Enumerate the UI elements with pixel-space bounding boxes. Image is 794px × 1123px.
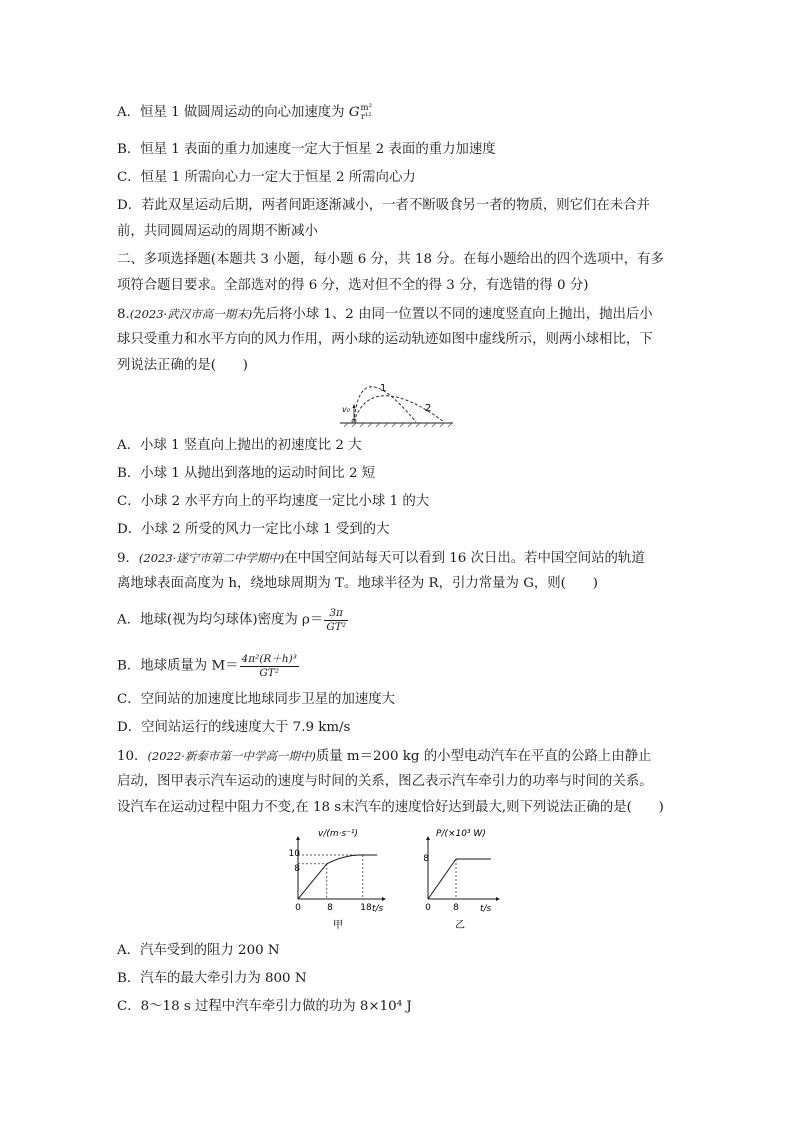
chart-yi-power (410, 826, 514, 932)
q9-number: 9． (117, 551, 139, 566)
q9-source: (2023·遂宁市第二中学期中) (138, 551, 285, 565)
q7-option-b: B．恒星 1 表面的重力加速度一定大于恒星 2 表面的重力加速度 (117, 142, 496, 157)
q9-option-c: C．空间站的加速度比地球同步卫星的加速度大 (117, 692, 396, 707)
chart-yi-title: 乙 (455, 920, 465, 931)
chart-jia-origin: 0 (295, 903, 301, 913)
chart-jia-title: 甲 (333, 920, 343, 931)
chart-jia-ytick-8: 8 (294, 864, 300, 874)
chart-jia-x-arrow (382, 897, 386, 901)
q9-option-a: A．地球(视为均匀球体)密度为 ρ＝ $\frac{3\pi}{\text{GT²}}$ (117, 607, 346, 633)
v0-arrowhead (353, 404, 356, 408)
chart-yi-xtick-8: 8 (453, 903, 459, 913)
section2-heading-line1: 二、多项选择题(本题共 3 小题，每小题 6 分，共 18 分。在每小题给出的四个选项中，有多 (117, 252, 664, 267)
q8-option-a: A．小球 1 竖直向上抛出的初速度比 2 大 (117, 438, 362, 453)
q10-option-c: C．8～18 s 过程中汽车牵引力做的功为 8×10⁴ J (117, 999, 412, 1014)
q7-option-d-line1: D．若此双星运动后期，两者间距逐渐减小，一者不断吸食另一者的物质，则它们在未合并 (117, 198, 650, 213)
q8-source: (2023·武汉市高一期末) (129, 307, 253, 321)
q9-stem-line1: 9．(2023·遂宁市第二中学期中)在中国空间站每天可以看到 16 次日出。若中国空间站的轨道 (117, 551, 645, 566)
q10-number: 10． (117, 749, 148, 764)
q9-option-d: D．空间站运行的线速度大于 7.9 km/s (117, 720, 351, 735)
q10-stem-line1: 10．(2022·新泰市第一中学高一期中)质量 m＝200 kg 的小型电动汽车在平直的公路上由静止 (117, 749, 652, 764)
chart-yi-origin: 0 (425, 903, 431, 913)
chart-jia-segment-linear (298, 864, 327, 899)
q9-b-fraction: $\frac{\text{4π²(R＋h)³}}{\text{GT²}}$ (241, 653, 297, 679)
q7-option-a: A．恒星 1 做圆周运动的向心加速度为 G m² r¹² (117, 103, 372, 122)
chart-yi-ytick-8: 8 (423, 854, 429, 864)
chart-yi-y-arrow (426, 836, 430, 840)
q8-option-d: D．小球 2 所受的风力一定比小球 1 受到的大 (117, 522, 390, 537)
chart-yi-ylabel: P/(×10³ W) (436, 829, 486, 839)
chart-jia-xtick-8: 8 (327, 903, 333, 913)
q8-option-b: B．小球 1 从抛出到落地的运动时间比 2 短 (117, 466, 376, 481)
chart-jia-xlabel: t/s (372, 904, 384, 914)
chart-jia-ytick-10: 10 (288, 849, 300, 859)
q9-option-b: B．地球质量为 M＝ $\frac{\text{4π²(R＋h)³}}{\text{GT²}}$ (117, 653, 297, 679)
ground-hatching (344, 423, 452, 427)
q8-number: 8. (117, 307, 130, 322)
chart-jia-segment-curve (327, 855, 363, 864)
chart-jia-ylabel: v/(m·s⁻¹) (318, 829, 359, 839)
q9-a-fraction: $\frac{3\pi}{\text{GT²}}$ (326, 607, 346, 633)
q7-option-c: C．恒星 1 所需向心力一定大于恒星 2 所需向心力 (117, 170, 416, 185)
chart-jia-velocity (282, 826, 394, 932)
label-ball-1: 1 (380, 383, 387, 394)
chart-jia-y-arrow (296, 836, 300, 840)
q8-stem-line2: 球只受重力和水平方向的风力作用，两小球的运动轨迹如图中虚线所示，则两小球相比，下 (117, 332, 653, 347)
section2-heading-line2: 项符合题目要求。全部选对的得 6 分，选对但不全的得 3 分，有选错的得 0 分) (117, 278, 589, 293)
q10-source: (2022·新泰市第一中学高一期中) (147, 749, 316, 763)
q7-a-g: G (348, 105, 360, 120)
label-ball-2: 2 (425, 403, 432, 414)
q10-option-b: B．汽车的最大牵引力为 800 N (117, 971, 307, 986)
chart-yi-xlabel: t/s (480, 904, 492, 914)
q7-option-d-line2: 前，共同圆周运动的周期不断减小 (117, 224, 318, 239)
q8-stem-line3: 列说法正确的是( ) (117, 358, 248, 373)
q8-option-c: C．小球 2 水平方向上的平均速度一定比小球 1 的大 (117, 494, 430, 509)
q8-trajectory-figure (336, 378, 456, 430)
chart-jia-xtick-18: 18 (360, 903, 372, 913)
q7-a-fraction: m² r¹² (360, 103, 372, 122)
q10-stem-line3: 设汽车在运动过程中阻力不变,在 18 s末汽车的速度恰好达到最大,则下列说法正确的是( ) (117, 800, 664, 815)
q8-stem-line1: 8.(2023·武汉市高一期末)先后将小球 1、2 由同一位置以不同的速度竖直向上抛出，抛出后小 (117, 307, 653, 322)
chart-yi-x-arrow (496, 897, 500, 901)
q10-option-a: A．汽车受到的阻力 200 N (117, 943, 280, 958)
v0-label: v₀ (342, 405, 350, 414)
chart-yi-segment-linear (428, 859, 456, 899)
q10-stem-line2: 启动，图甲表示汽车运动的速度与时间的关系，图乙表示汽车牵引力的功率与时间的关系。 (117, 774, 653, 789)
q9-stem-line2: 离地球表面高度为 h，绕地球周期为 T。地球半径为 R，引力常量为 G，则( ) (117, 576, 598, 591)
